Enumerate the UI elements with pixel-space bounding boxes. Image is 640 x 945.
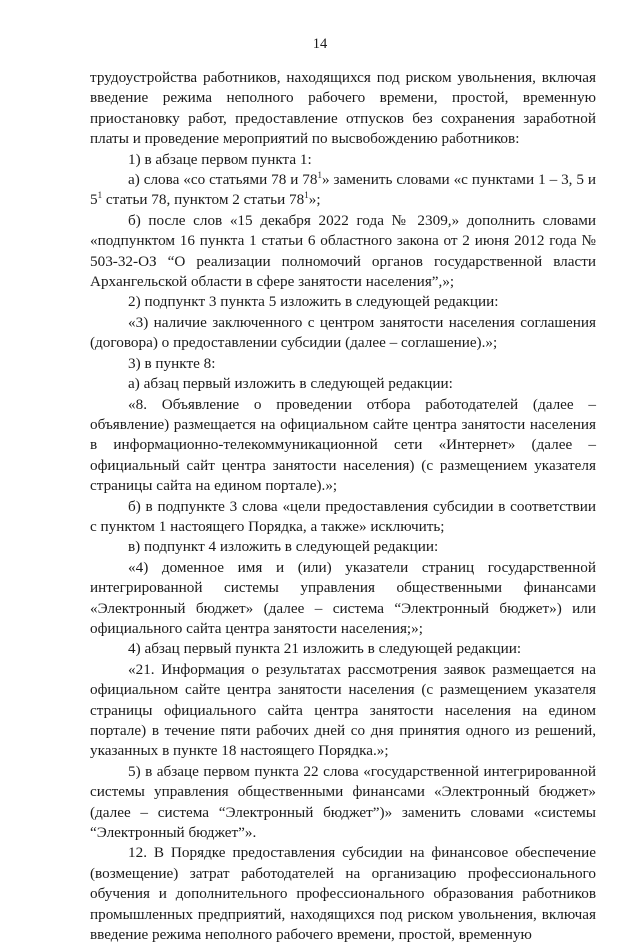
superscript: 1	[97, 190, 103, 201]
superscript: 1	[317, 170, 322, 181]
paragraph-item-3: 3) в пункте 8:	[128, 354, 216, 372]
paragraph-item-1: 1) в абзаце первом пункта 1:	[128, 150, 312, 168]
paragraph-continuation: трудоустройства работников, находящихся под риском увольнения, включая введение режима неполного рабочего времени, простой, временную приостановку работ, предоставление отпусков без сохранения заработной платы и проведение мероприятий по высвобождению работников:	[90, 69, 596, 148]
text-fragment: а) слова «со статьями 78 и 78	[128, 171, 318, 189]
paragraph-item-1b: б) после слов «15 декабря 2022 года № 2309,» дополнить словами «подпунктом 16 пункта 1 статьи 6 областного закона от 2 июня 2012 года № 503-32-ОЗ “О реализации полномочий органов государственной власти Архангельской области в сфере занятости населения”,»;	[90, 211, 596, 291]
paragraph-section-12: 12. В Порядке предоставления субсидии на финансовое обеспечение (возмещение) затрат работодателей на организацию профессионального обучения и дополнительного профессионального образования работников промышленных предприятий, находящихся под риском увольнения, включая введение режима неполного рабочего времени, простой, временную	[90, 844, 596, 944]
paragraph-item-5: 5) в абзаце первом пункта 22 слова «государственной интегрированной системы управления общественными финансами «Электронный бюджет» (далее – система “Электронный бюджет”)» заменить словами «системы “Электронный бюджет”».	[90, 762, 596, 842]
paragraph-item-3b: б) в подпункте 3 слова «цели предоставления субсидии в соответствии с пунктом 1 настоящего Порядка, а также» исключить;	[90, 497, 596, 535]
text-fragment: »;	[308, 191, 321, 209]
document-body	[90, 68, 596, 945]
paragraph-item-3a-text: «8. Объявление о проведении отбора работодателей (далее – объявление) размещается на официальном сайте центра занятости населения в информационно-телекоммуникационной сети «Интернет» (далее – официальный сайт центра занятости населения) (с размещением указателя страницы сайта на едином портале).»;	[90, 395, 596, 495]
superscript: 1	[304, 190, 309, 201]
paragraph-item-4: 4) абзац первый пункта 21 изложить в следующей редакции:	[128, 640, 522, 658]
text-fragment: » заменить словами «с пунктами 1 – 3, 5 и 5	[90, 171, 596, 209]
paragraph-item-2: 2) подпункт 3 пункта 5 изложить в следующей редакции:	[128, 293, 499, 311]
paragraph-item-3a: а) абзац первый изложить в следующей редакции:	[128, 375, 453, 393]
paragraph-item-4-text: «21. Информация о результатах рассмотрения заявок размещается на официальном сайте центра занятости населения (с размещением указателя страницы официального сайта центра занятости населения на едином портале) в течение пяти рабочих дней со дня принятия одного из решений, указанных в пункте 18 настоящего Порядка.»;	[90, 660, 596, 760]
paragraph-item-1a	[90, 170, 596, 211]
paragraph-item-3c: в) подпункт 4 изложить в следующей редакции:	[128, 538, 439, 556]
paragraph-item-3c-text: «4) доменное имя и (или) указатели страниц государственной интегрированной системы управления общественными финансами «Электронный бюджет» (далее – система “Электронный бюджет») или официального сайта центра занятости населения;»;	[90, 558, 596, 637]
paragraph-item-2-text: «3) наличие заключенного с центром занятости населения соглашения (договора) о предоставлении субсидии (далее – соглашение).»;	[90, 313, 596, 352]
text-fragment: статьи 78, пунктом 2 статьи 78	[102, 191, 305, 209]
page-number: 14	[312, 36, 328, 52]
